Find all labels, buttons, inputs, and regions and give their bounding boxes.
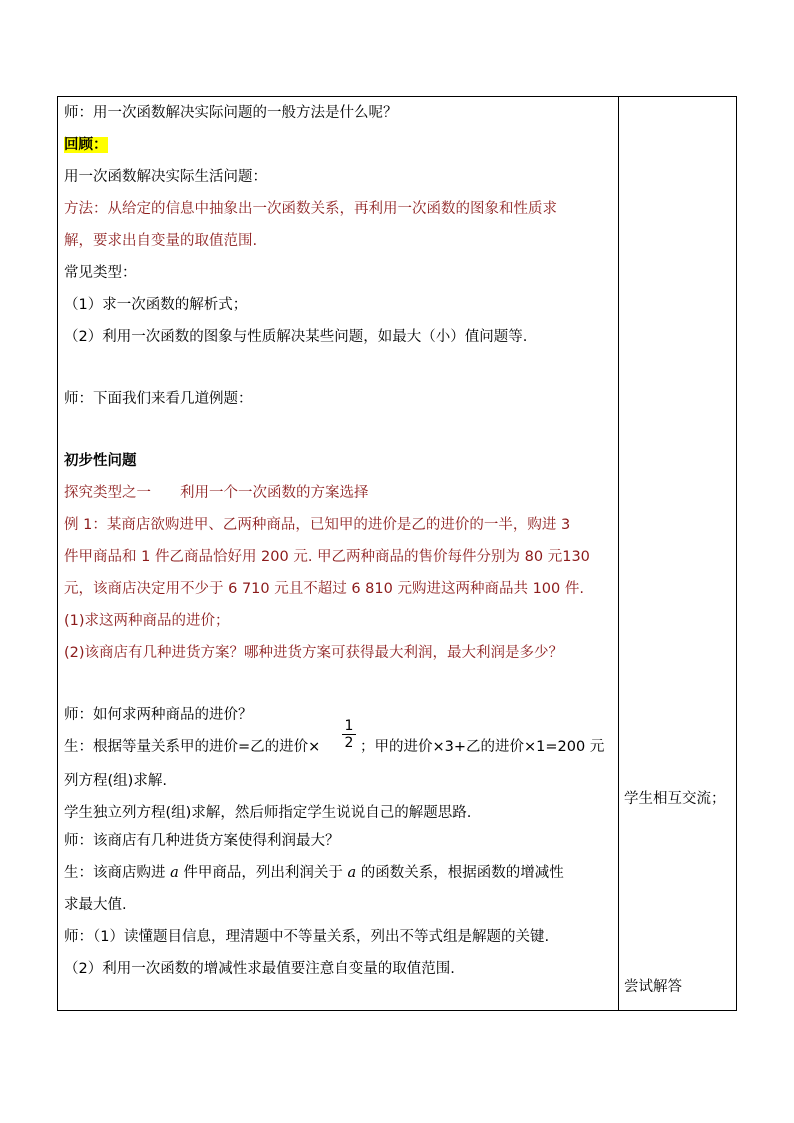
explore-type-title: 探究类型之一 利用一个一次函数的方案选择 [64,485,369,501]
review-label-line [64,135,108,155]
variable-a: a [170,865,179,881]
common-types-label: 常见类型： [64,265,137,281]
column-divider [618,97,619,1010]
method-line-1: 方法：从给定的信息中抽象出一次函数关系，再利用一次函数的图象和性质求 [64,201,557,217]
example-line-3: 元，该商店决定用不少于 6 710 元且不超过 6 810 元购进这两种商品共 100 件. [64,581,584,597]
teacher-ask-price: 师：如何求两种商品的进价？ [64,707,253,723]
answer-part-2: 件甲商品，列出利润关于 [178,865,348,881]
teacher-question: 师：用一次函数解决实际问题的一般方法是什么呢？ [64,105,398,121]
type-1: （1）求一次函数的解析式； [64,297,248,313]
find-max: 求最大值. [64,897,127,913]
answer-part-1: 生：该商店购进 [64,865,171,881]
teacher-summary-1: 师：（1）读懂题目信息，理清题中不等量关系，列出不等式组是解题的关键. [64,929,550,945]
section-heading: 初步性问题 [64,453,137,469]
solve-equations: 列方程(组)求解. [64,773,167,789]
fraction-denominator: 2 [344,735,354,751]
student-answer-function [64,863,564,883]
side-note-try: 尝试解答 [624,979,682,995]
method-line-2: 解，要求出自变量的取值范围. [64,233,258,249]
student-answer-prefix: 生：根据等量关系甲的进价=乙的进价× [64,739,321,755]
review-label: 回顾： [64,137,108,153]
fraction-one-half [342,718,356,751]
teacher-intro-examples: 师：下面我们来看几道例题： [64,391,253,407]
side-note-exchange: 学生相互交流； [624,791,726,807]
teacher-summary-2: （2）利用一次函数的增减性求最值要注意自变量的取值范围. [64,961,455,977]
question-2: (2)该商店有几种进货方案？哪种进货方案可获得最大利润，最大利润是多少？ [64,645,564,661]
example-line-1: 例 1：某商店欲购进甲、乙两种商品，已知甲的进价是乙的进价的一半，购进 3 [64,517,571,533]
teacher-ask-plans: 师：该商店有几种进货方案使得利润最大？ [64,833,340,849]
review-intro: 用一次函数解决实际生活问题： [64,169,267,185]
student-answer-suffix: ；甲的进价×3+乙的进价×1=200 元 [360,739,605,755]
variable-a-2: a [347,865,357,881]
example-line-2: 件甲商品和 1 件乙商品恰好用 200 元. 甲乙两种商品的售价每件分别为 80 元130 [64,549,590,565]
type-2: （2）利用一次函数的图象与性质解决某些问题，如最大（小）值问题等. [64,329,528,345]
lesson-table [57,96,737,1011]
fraction-numerator: 1 [342,718,356,735]
question-1: (1)求这两种商品的进价； [64,613,230,629]
student-independent: 学生独立列方程(组)求解，然后师指定学生说说自己的解题思路. [64,805,472,821]
answer-part-3: 的函数关系，根据函数的增减性 [356,865,564,881]
